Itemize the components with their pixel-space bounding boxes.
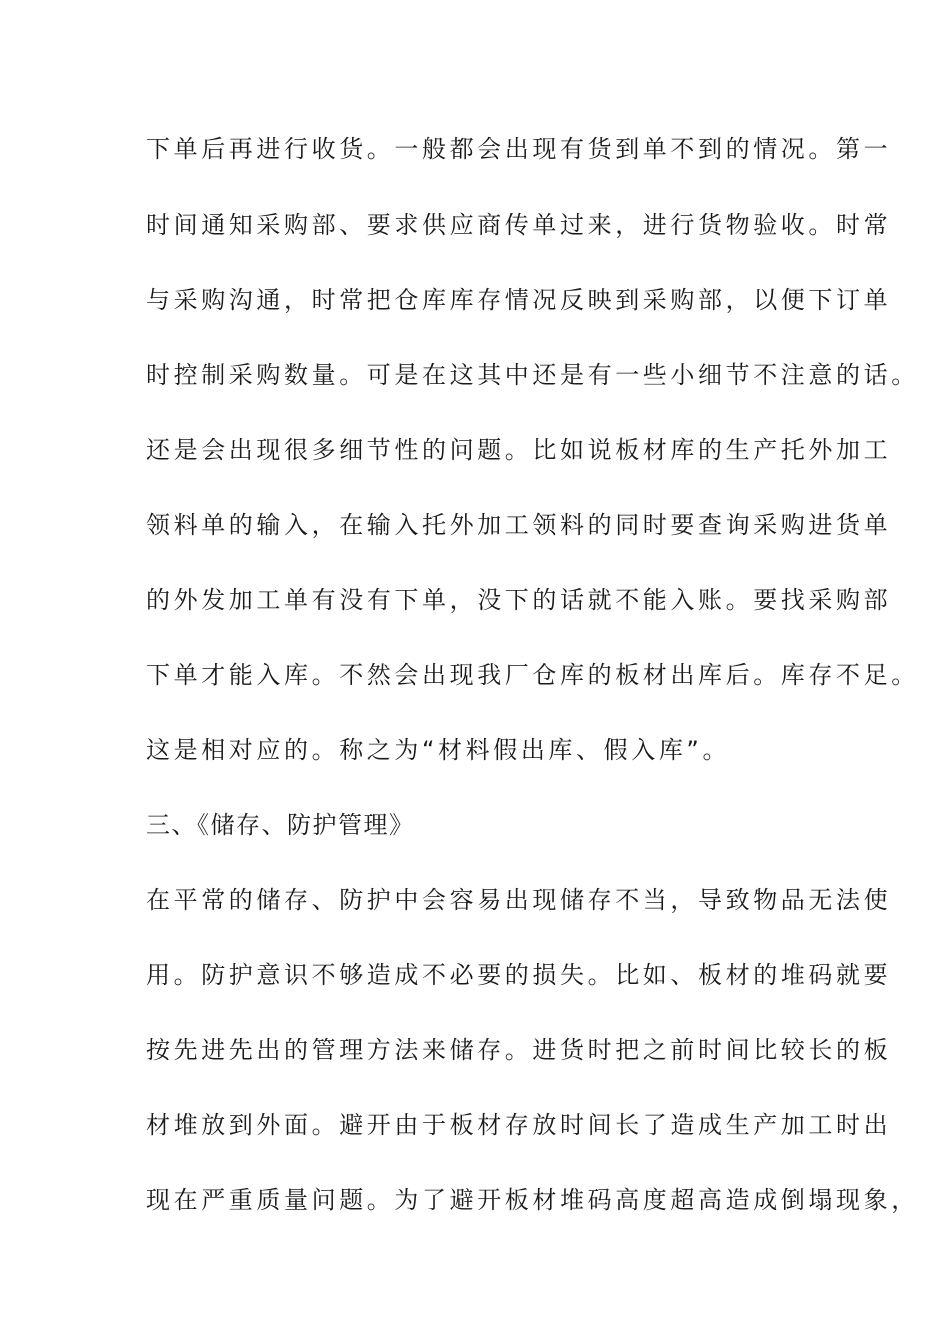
paragraph-line: 还是会出现很多细节性的问题。比如说板材库的生产托外加工 — [146, 436, 892, 464]
paragraph-line: 领料单的输入，在输入托外加工领料的同时要查询采购进货单 — [146, 511, 892, 539]
paragraph-line: 时间通知采购部、要求供应商传单过来，进行货物验收。时常 — [146, 211, 892, 239]
paragraph-line: 在平常的储存、防护中会容易出现储存不当，导致物品无法使 — [146, 886, 892, 914]
paragraph-line: 这是相对应的。称之为“材料假出库、假入库”。 — [146, 736, 731, 764]
paragraph-line: 材堆放到外面。避开由于板材存放时间长了造成生产加工时出 — [146, 1111, 892, 1139]
paragraph-line: 的外发加工单有没有下单，没下的话就不能入账。要找采购部 — [146, 586, 892, 614]
paragraph-line: 下单后再进行收货。一般都会出现有货到单不到的情况。第一 — [146, 135, 892, 163]
paragraph-line: 下单才能入库。不然会出现我厂仓库的板材出库后。库存不足。 — [146, 661, 919, 689]
paragraph-line: 与采购沟通，时常把仓库库存情况反映到采购部，以便下订单 — [146, 286, 892, 314]
paragraph-line: 按先进先出的管理方法来储存。进货时把之前时间比较长的板 — [146, 1036, 892, 1064]
paragraph-line: 时控制采购数量。可是在这其中还是有一些小细节不注意的话。 — [146, 361, 919, 389]
paragraph-line: 用。防护意识不够造成不必要的损失。比如、板材的堆码就要 — [146, 961, 892, 989]
section-heading: 三、《储存、防护管理》 — [146, 811, 415, 839]
paragraph-line: 现在严重质量问题。为了避开板材堆码高度超高造成倒塌现象， — [146, 1186, 919, 1214]
